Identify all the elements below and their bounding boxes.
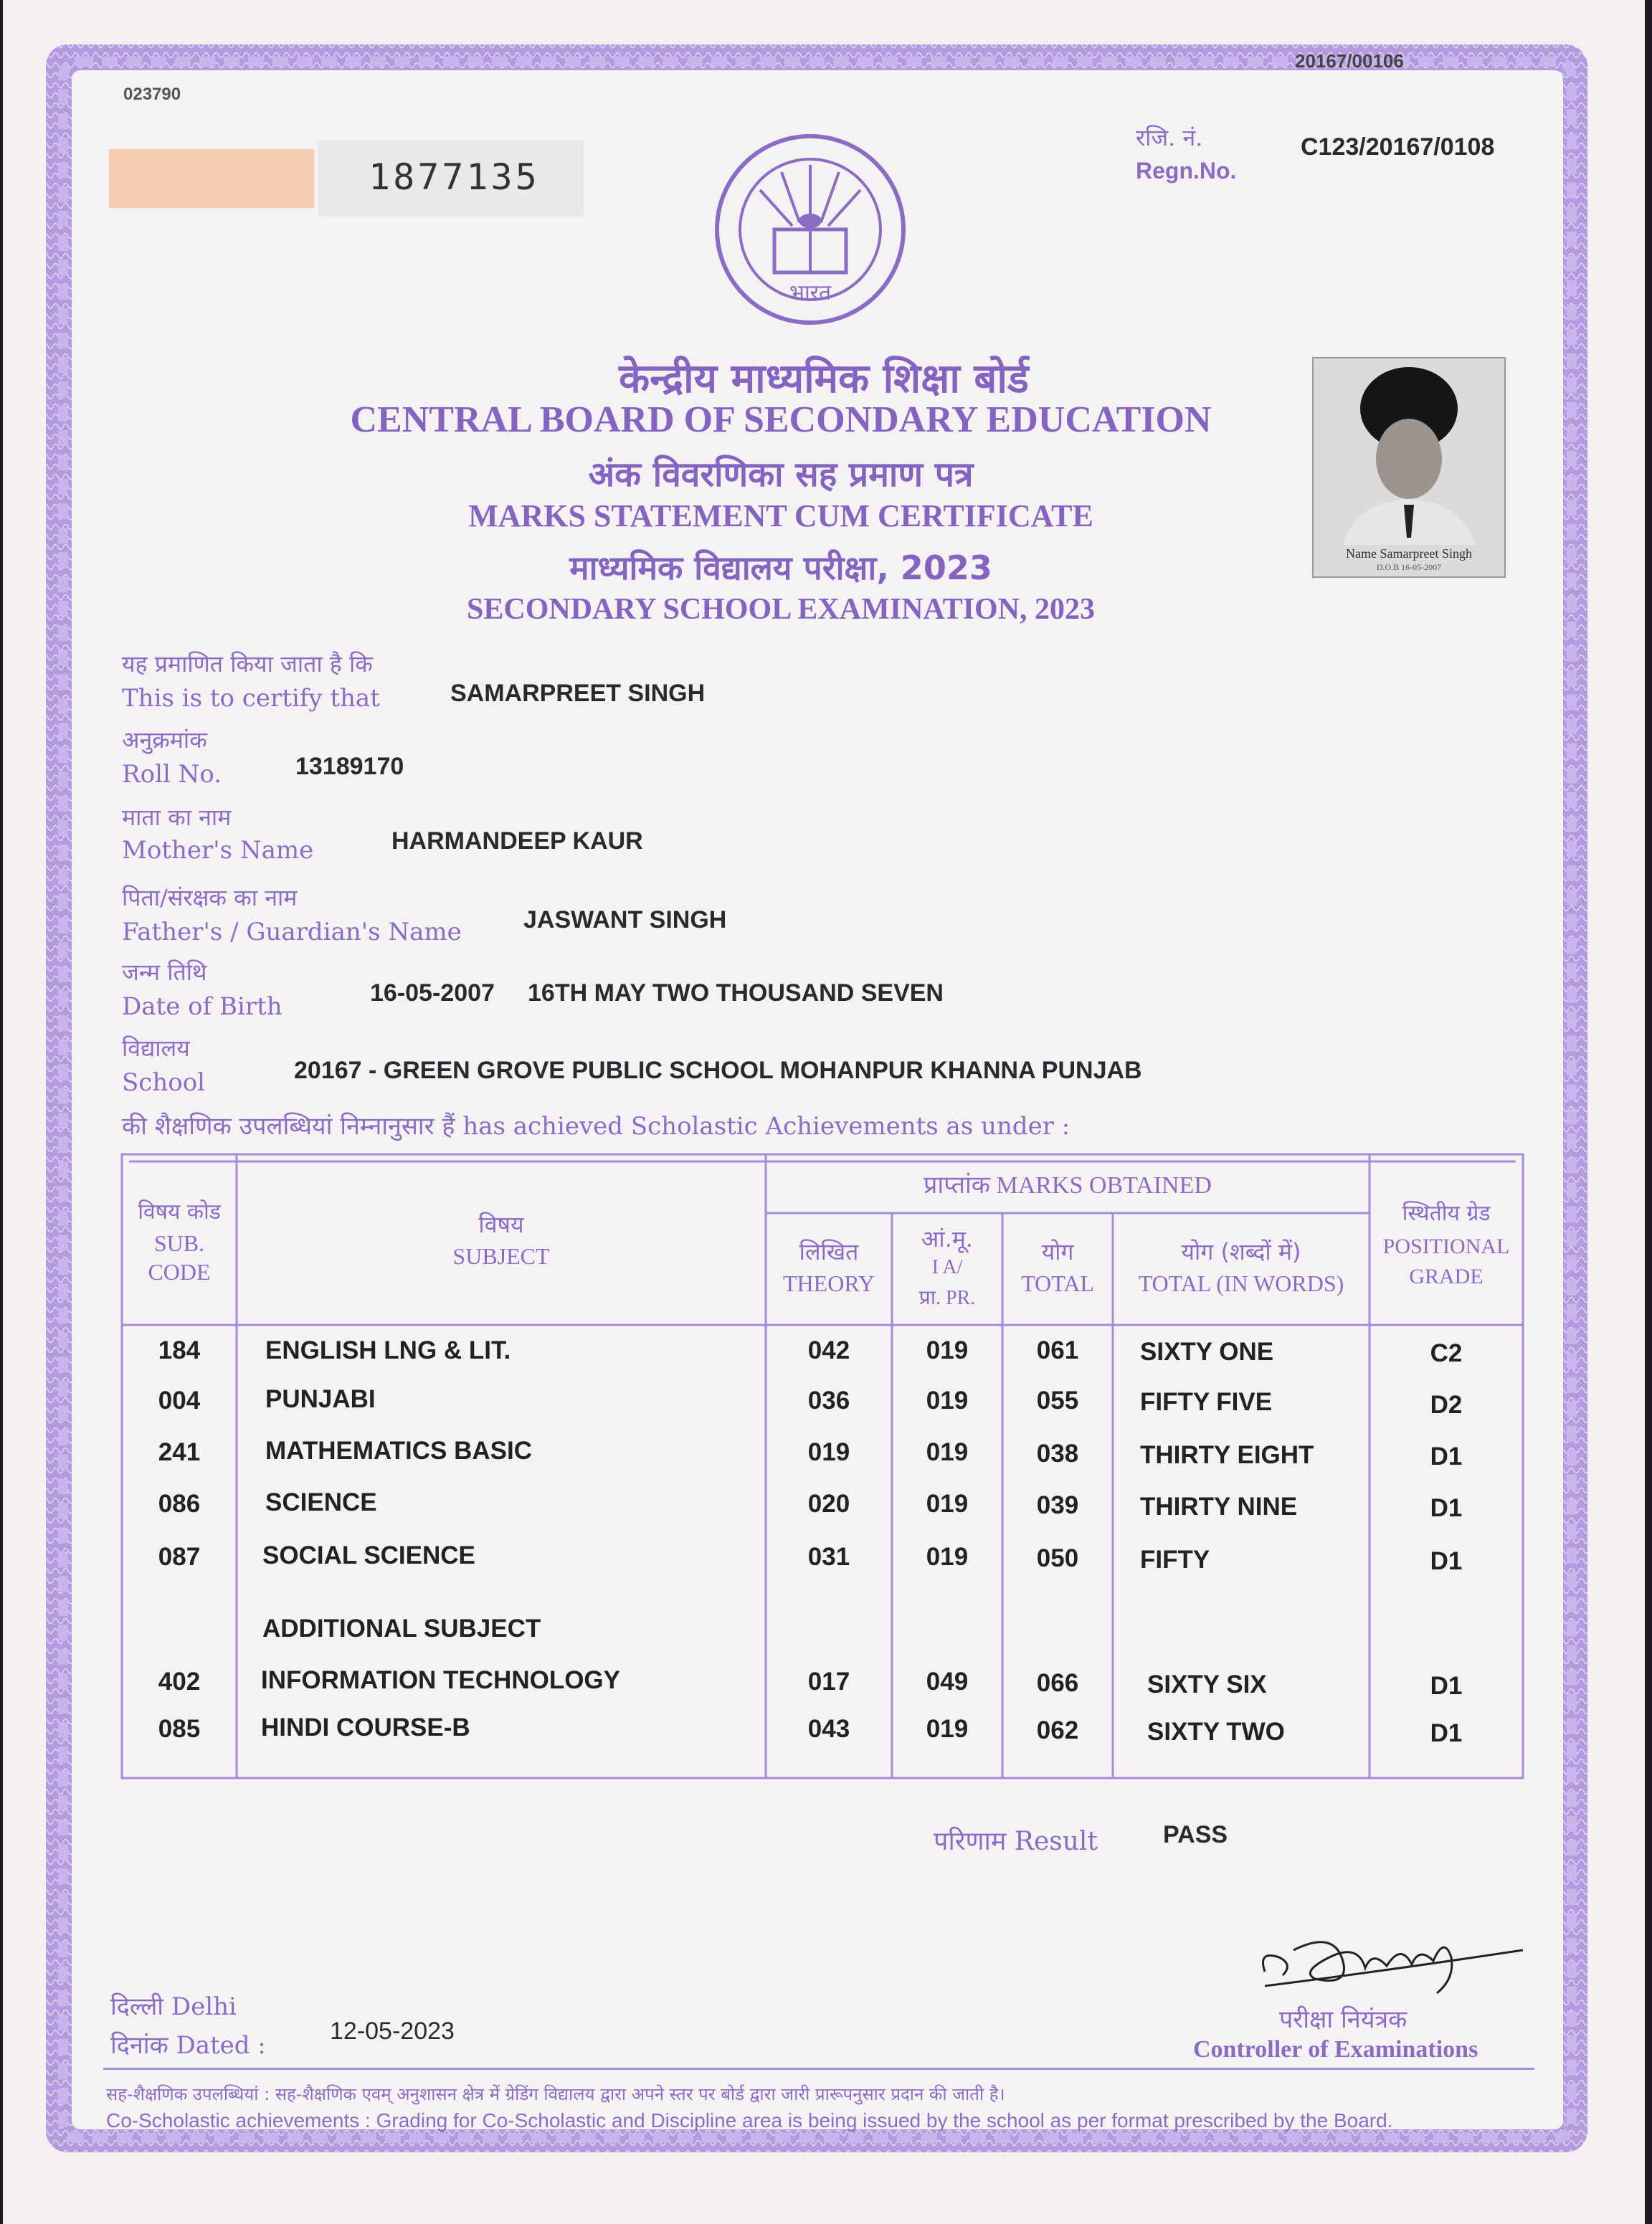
result-label-en: Result [1014,1827,1098,1856]
place-en: Delhi [171,1992,237,2021]
row-words: FIFTY FIVE [1140,1388,1273,1416]
controller-hi: परीक्षा नियंत्रक [1279,2005,1407,2034]
row-code: 085 [158,1715,201,1743]
result-label-hi: परिणाम [934,1827,1007,1856]
exam-title-en: SECONDARY SCHOOL EXAMINATION, 2023 [467,593,1095,626]
dated-line [110,2028,266,2061]
row-grade: D1 [1430,1672,1463,1700]
certify-label-hi: यह प्रमाणित किया जाता है कि [122,650,373,678]
place-hi: दिल्ली [110,1992,164,2021]
emblem-text: भारत [789,280,832,305]
certificate-number: 1877135 [369,156,540,198]
footer-divider [103,2068,1534,2070]
row-theory: 043 [807,1715,850,1743]
row-ia: 019 [926,1490,969,1518]
row-grade: C2 [1430,1339,1463,1367]
dob-label-hi: जन्म तिथि [122,959,207,986]
row-code: 184 [158,1336,201,1364]
co-scholastic-note-hi: सह-शैक्षणिक उपलब्धियां : सह-शैक्षणिक एवम् अनुशासन क्षेत्र में ग्रेडिंग विद्यालय द्वारा अपने स्तर पर बोर्ड द्वारा जारी प्रारूपनुसार प्रदान की जाती है। [106,2084,1005,2104]
row-grade: D2 [1430,1391,1463,1419]
school-label-hi: विद्यालय [122,1035,190,1062]
place-line [110,1989,237,2022]
row-words: SIXTY SIX [1147,1671,1267,1698]
row-grade: D1 [1430,1443,1463,1470]
col-code-en2: CODE [148,1259,211,1285]
col-grade-hi: स्थितीय ग्रेड [1402,1201,1491,1226]
achievement-line-hi: की शैक्षणिक उपलब्धियां निम्नानुसार हैं [122,1112,455,1141]
row-theory: 036 [807,1387,850,1415]
row-theory: 020 [807,1490,850,1518]
col-words-hi: योग (शब्दों में) [1181,1238,1301,1265]
regn-label-hi: रजि. नं. [1136,124,1203,151]
col-total-en: TOTAL [1021,1270,1094,1296]
issue-date: 12-05-2023 [330,2018,455,2045]
row-code: 086 [158,1490,201,1518]
row-words: SIXTY ONE [1140,1338,1274,1366]
row-subject: SOCIAL SCIENCE [262,1541,475,1569]
marks-obtained-header [766,1167,1369,1200]
col-words-en: TOTAL (IN WORDS) [1138,1270,1344,1296]
col-subject-hi: विषय [478,1211,524,1238]
exam-title-hi: माध्यमिक विद्यालय परीक्षा, 2023 [569,548,992,587]
dated-en: Dated : [176,2031,266,2060]
row-code: 004 [158,1387,201,1415]
controller-en: Controller of Examinations [1193,2036,1478,2063]
marks-header-en: MARKS OBTAINED [996,1172,1212,1199]
signature-icon [1250,1907,1523,2015]
mother-label-en: Mother's Name [122,836,314,865]
row-total: 050 [1036,1544,1079,1572]
col-total-hi: योग [1041,1238,1074,1265]
row-theory: 017 [807,1668,850,1696]
dob-words: 16TH MAY TWO THOUSAND SEVEN [528,979,944,1007]
row-code: 402 [158,1668,201,1696]
row-ia: 019 [926,1336,969,1364]
row-words: THIRTY EIGHT [1140,1441,1314,1469]
row-total: 039 [1036,1491,1079,1519]
row-subject: HINDI COURSE-B [261,1714,470,1741]
father-name: JASWANT SINGH [523,906,727,933]
col-ia-en2: प्रा. PR. [918,1287,976,1309]
row-ia: 019 [926,1715,969,1743]
photo-caption-dob: D.O.B 16-05-2007 [1376,562,1442,572]
result-value: PASS [1163,1821,1228,1848]
row-ia: 019 [926,1438,969,1466]
row-subject: SCIENCE [265,1488,377,1516]
top-right-serial: 20167/00106 [1295,50,1404,72]
dob-label-en: Date of Birth [122,992,283,1021]
roll-label-en: Roll No. [122,760,222,789]
col-code-hi: विषय कोड [138,1199,221,1225]
row-code: 087 [158,1543,201,1571]
co-scholastic-note-en: Co-Scholastic achievements : Grading for Co-Scholastic and Discipline area is being issued by the school as per format prescribed by the Board. [106,2109,1393,2132]
row-ia: 019 [926,1543,969,1571]
dated-hi: दिनांक [110,2031,168,2060]
row-subject: PUNJABI [265,1385,376,1413]
regn-number: C123/20167/0108 [1301,133,1495,161]
row-ia: 049 [926,1668,969,1696]
row-subject: ENGLISH LNG & LIT. [265,1336,511,1364]
col-grade-en1: POSITIONAL [1382,1235,1510,1258]
marks-table-grid [3,0,1645,2224]
mother-label-hi: माता का नाम [122,804,232,831]
dob-value: 16-05-2007 [370,979,495,1007]
row-theory: 031 [807,1543,850,1571]
row-total: 055 [1036,1387,1079,1415]
row-subject: INFORMATION TECHNOLOGY [261,1666,620,1694]
row-ia: 019 [926,1387,969,1415]
achievement-line-en: has achieved Scholastic Achievements as under : [462,1112,1071,1141]
row-total: 062 [1036,1716,1079,1744]
document-title-hi: अंक विवरणिका सह प्रमाण पत्र [588,455,974,495]
school-name: 20167 - GREEN GROVE PUBLIC SCHOOL MOHANPUR KHANNA PUNJAB [294,1057,1142,1084]
row-total: 066 [1036,1669,1079,1697]
col-grade-en2: GRADE [1409,1265,1484,1288]
row-words: FIFTY [1140,1546,1210,1574]
row-total: 038 [1036,1440,1079,1468]
mother-name: HARMANDEEP KAUR [391,827,643,855]
board-name-en: CENTRAL BOARD OF SECONDARY EDUCATION [350,399,1212,440]
student-name: SAMARPREET SINGH [450,680,706,707]
father-label-hi: पिता/संरक्षक का नाम [122,884,298,911]
result-label [934,1823,1098,1858]
certificate-sheet [3,0,1645,2224]
certify-label-en: This is to certify that [122,684,380,713]
row-total: 061 [1036,1336,1079,1364]
row-words: THIRTY NINE [1140,1493,1298,1521]
row-code: 241 [158,1438,201,1466]
regn-label-en: Regn.No. [1136,158,1237,184]
row-grade: D1 [1430,1719,1463,1747]
row-grade: D1 [1430,1547,1463,1575]
row-theory: 042 [807,1336,850,1364]
board-name-hi: केन्द्रीय माध्यमिक शिक्षा बोर्ड [619,356,1029,402]
school-label-en: School [122,1068,206,1097]
row-theory: 019 [807,1438,850,1466]
roll-label-hi: अनुक्रमांक [122,726,207,754]
marks-header-hi: प्राप्तांक [924,1171,990,1199]
top-left-serial: 023790 [123,85,181,104]
col-theory-en: THEORY [783,1270,875,1296]
col-theory-hi: लिखित [799,1238,859,1265]
roll-number: 13189170 [295,753,404,780]
col-code-en1: SUB. [153,1230,205,1256]
col-ia-en: I A/ [931,1256,963,1278]
document-title-en: MARKS STATEMENT CUM CERTIFICATE [468,498,1093,533]
col-subject-en: SUBJECT [452,1243,550,1269]
photo-caption: Name Samarpreet Singh [1346,546,1472,561]
row-words: SIXTY TWO [1147,1718,1285,1746]
father-label-en: Father's / Guardian's Name [122,918,462,946]
additional-subject-label: ADDITIONAL SUBJECT [262,1615,541,1643]
row-subject: MATHEMATICS BASIC [265,1437,533,1465]
col-ia-hi: आं.मू. [921,1225,974,1253]
row-grade: D1 [1430,1494,1463,1522]
